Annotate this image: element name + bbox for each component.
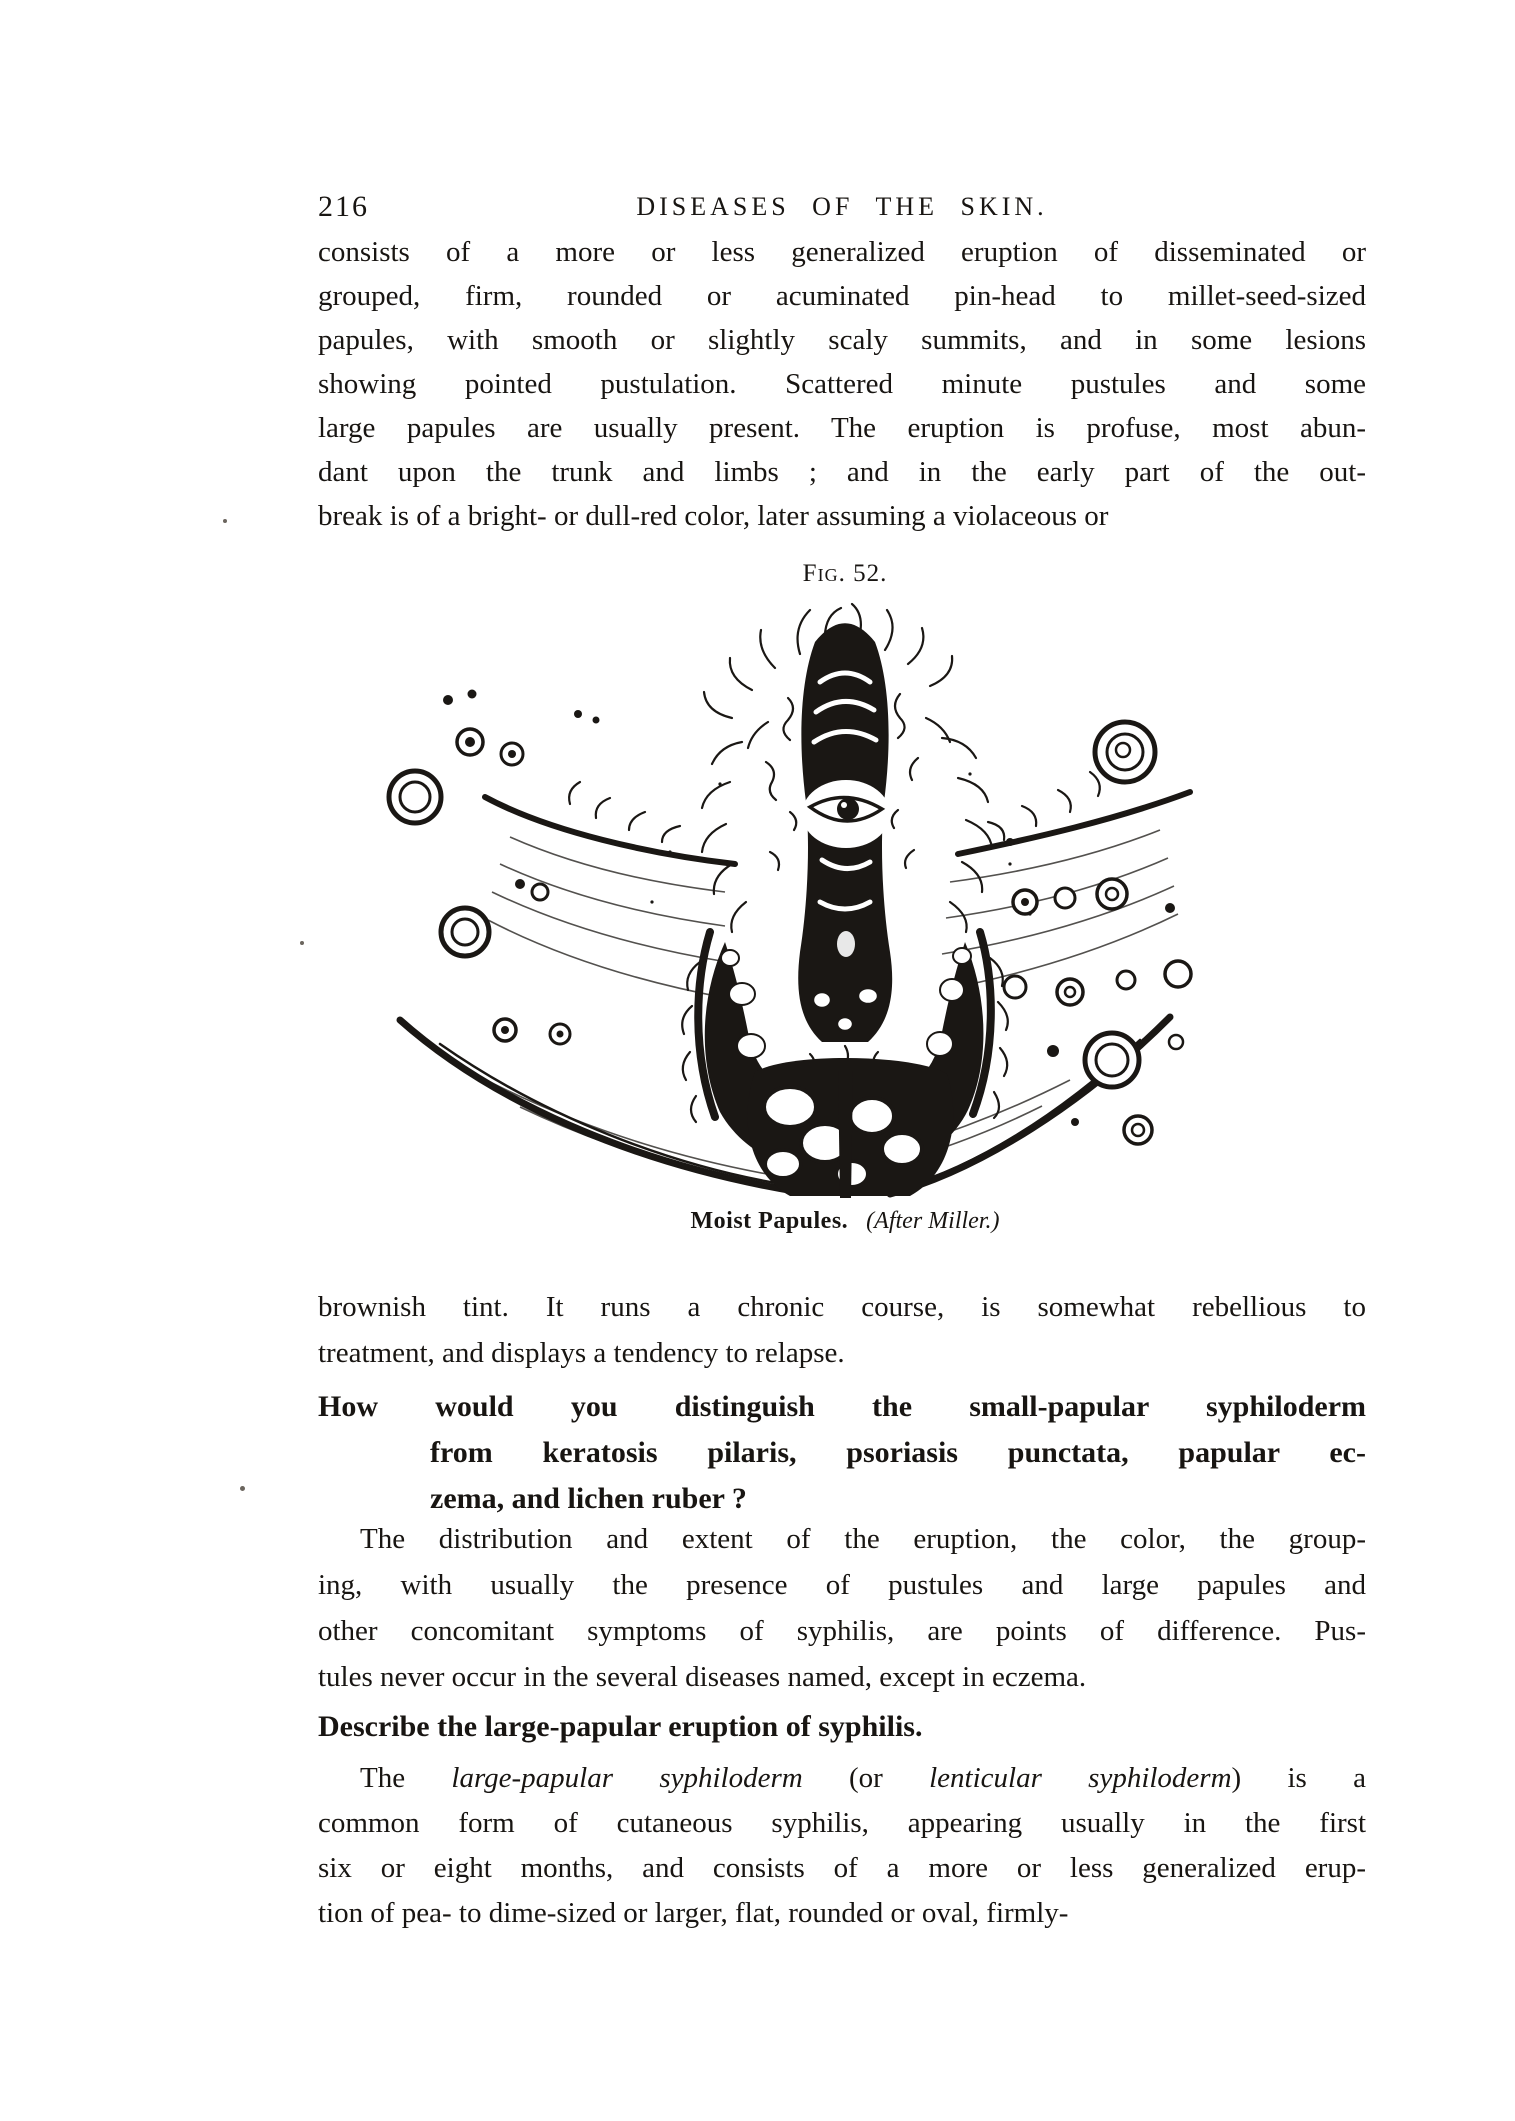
text-line: from keratosis pilaris, psoriasis punctata, papular ec- [430, 1436, 1366, 1469]
question-heading-small-papular [318, 1384, 1366, 1522]
text-line: The large-papular syphiloderm (or lenticular syphiloderm) is a [360, 1762, 1366, 1794]
text-line: common form of cutaneous syphilis, appearing usually in the first [318, 1807, 1366, 1839]
text-line: grouped, firm, rounded or acuminated pin-head to millet-seed-sized [318, 280, 1366, 312]
figure-caption [437, 1208, 1253, 1235]
text-line: How would you distinguish the small-papular syphiloderm [318, 1390, 1366, 1423]
text-line: tules never occur in the several diseases named, except in eczema. [318, 1661, 1087, 1693]
question-heading-large-papular: Describe the large-papular eruption of syphilis. [318, 1710, 923, 1743]
text-line: papules, with smooth or slightly scaly summits, and in some lesions [318, 324, 1366, 356]
scan-speckle [240, 1486, 245, 1491]
page-number: 216 [318, 190, 369, 223]
text-line: other concomitant symptoms of syphilis, are points of difference. Pus- [318, 1615, 1366, 1647]
answer-paragraph-distinguish [318, 1516, 1366, 1700]
moist-papules-engraving-illustration [370, 598, 1200, 1206]
text-line: six or eight months, and consists of a more or less generalized erup- [318, 1852, 1366, 1884]
figure-caption-credit: (After Miller.) [866, 1208, 1000, 1234]
figure-label: Fig. 52. [802, 560, 888, 587]
text-line: dant upon the trunk and limbs ; and in the early part of the out- [318, 456, 1366, 488]
text-line: consists of a more or less generalized eruption of disseminated or [318, 236, 1366, 268]
text-line: showing pointed pustulation. Scattered minute pustules and some [318, 368, 1366, 400]
text-line: zema, and lichen ruber ? [430, 1482, 747, 1515]
running-title: DISEASES OF THE SKIN. [636, 192, 1048, 221]
text-line: treatment, and displays a tendency to relapse. [318, 1337, 845, 1369]
scan-speckle [300, 941, 304, 945]
paragraph-continuation [318, 230, 1366, 538]
paragraph-after-figure [318, 1284, 1366, 1376]
text-line: break is of a bright- or dull-red color, later assuming a violaceous or [318, 500, 1109, 532]
page-header [318, 188, 1366, 228]
figure-caption-text: Moist Papules. [690, 1208, 849, 1234]
text-line: ing, with usually the presence of pustules and large papules and [318, 1569, 1366, 1601]
text-line: brownish tint. It runs a chronic course, is somewhat rebellious to [318, 1291, 1366, 1323]
scan-speckle [223, 519, 227, 523]
text-line: tion of pea- to dime-sized or larger, flat, rounded or oval, firmly- [318, 1897, 1069, 1929]
figure [370, 598, 1200, 1206]
answer-paragraph-large-papular [318, 1756, 1366, 1936]
text-line: The distribution and extent of the eruption, the color, the group- [360, 1523, 1366, 1555]
text-line: large papules are usually present. The eruption is profuse, most abun- [318, 412, 1366, 444]
